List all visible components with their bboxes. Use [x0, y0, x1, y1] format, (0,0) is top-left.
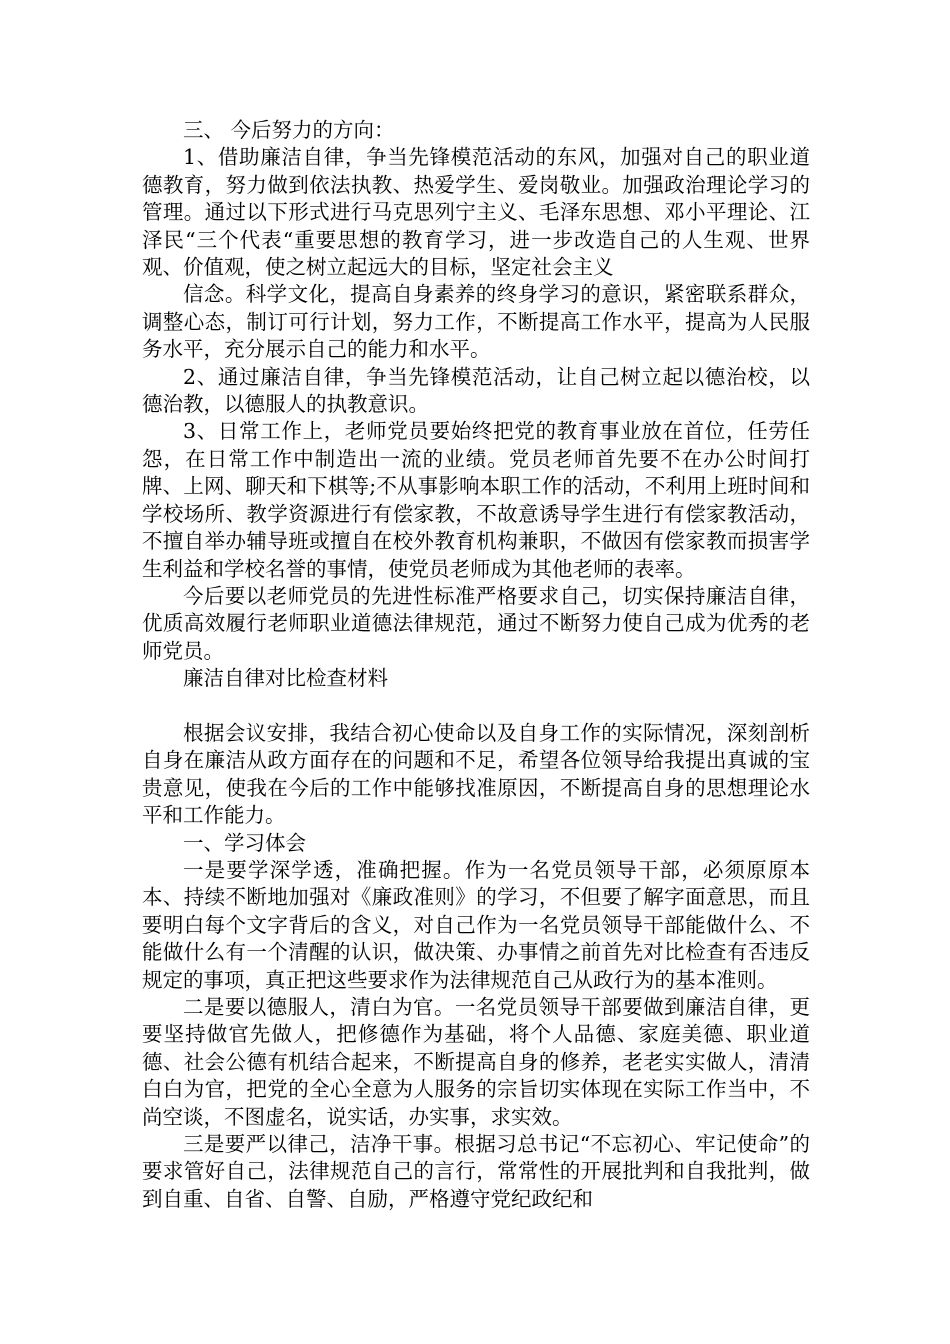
- paragraph: 信念。科学文化，提高自身素养的终身学习的意识，紧密联系群众，调整心态，制订可行计划，努力工作，不断提高工作水平，提高为人民服务水平，充分展示自己的能力和水平。: [142, 282, 810, 362]
- document-title: 廉洁自律对比检查材料: [183, 666, 388, 691]
- paragraph: 三是要严以律己，洁净干事。根据习总书记“不忘初心、牢记使命”的要求管好自己，法律规范自己的言行，常常性的开展批判和自我批判，做到自重、自省、自警、自励，严格遵守党纪政纪和: [142, 1132, 810, 1211]
- paragraph: 1、借助廉洁自律，争当先锋模范活动的东风，加强对自己的职业道德教育，努力做到依法执教、热爱学生、爱岗敬业。加强政治理论学习的管理。通过以下形式进行马克思列宁主义、毛泽东思想、邓小平理论、江泽民“三个代表“重要思想的教育学习，进一步改造自己的人生观、世界观、价值观，使之树立起远大的目标，坚定社会主义: [142, 145, 810, 280]
- paragraph: 2、通过廉洁自律，争当先锋模范活动，让自己树立起以德治校，以德治教，以德服人的执教意识。: [142, 364, 810, 417]
- paragraph: 3、日常工作上，老师党员要始终把党的教育事业放在首位，任劳任怨，在日常工作中制造出一流的业绩。党员老师首先要不在办公时间打牌、上网、聊天和下棋等;不从事影响本职工作的活动，不利用上班时间和学校场所、教学资源进行有偿家教，不故意诱导学生进行有偿家教活动，不擅自举办辅导班或擅自在校外教育机构兼职，不做因有偿家教而损害学生利益和学校名誉的事情，使党员老师成为其他老师的表率。: [142, 419, 810, 581]
- paragraph: 根据会议安排，我结合初心使命以及自身工作的实际情况，深刻剖析自身在廉洁从政方面存在的问题和不足，希望各位领导给我提出真诚的宝贵意见，使我在今后的工作中能够找准原因，不断提高自身的思想理论水平和工作能力。: [142, 720, 810, 828]
- paragraph: 二是要以德服人，清白为官。一名党员领导干部要做到廉洁自律，更要坚持做官先做人，把修德作为基础，将个人品德、家庭美德、职业道德、社会公德有机结合起来，不断提高自身的修养，老老实实做人，清清白白为官，把党的全心全意为人服务的宗旨切实体现在实际工作当中，不尚空谈，不图虚名，说实话，办实事，求实效。: [142, 994, 810, 1129]
- paragraph: 今后要以老师党员的先进性标准严格要求自己，切实保持廉洁自律，优质高效履行老师职业道德法律规范，通过不断努力使自己成为优秀的老师党员。: [142, 583, 810, 663]
- section-heading-learning: 一、学习体会: [183, 830, 306, 855]
- section-heading-future-direction: 三、 今后努力的方向：: [183, 118, 395, 142]
- paragraph: 一是要学深学透，准确把握。作为一名党员领导干部，必须原原本本、持续不断地加强对《廉政准则》的学习，不但要了解字面意思，而且要明白每个文字背后的含义，对自己作为一名党员领导干部能做什么、不能做什么有一个清醒的认识，做决策、办事情之前首先对比检查有否违反规定的事项，真正把这些要求作为法律规范自己从政行为的基本准则。: [142, 857, 810, 992]
- blank-line: [142, 693, 810, 720]
- document-body: [142, 117, 810, 1213]
